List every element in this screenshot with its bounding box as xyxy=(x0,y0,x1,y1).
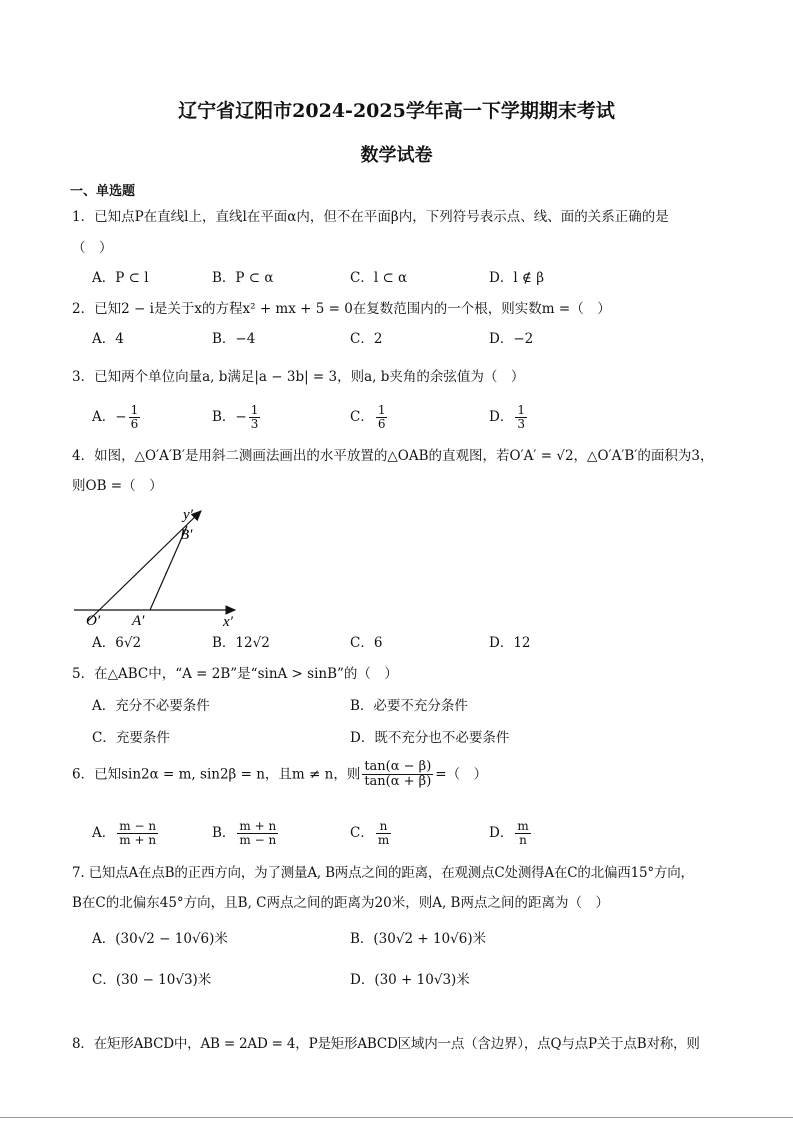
q5-option-a[interactable]: A．充分不必要条件 xyxy=(92,698,210,714)
q6-option-d[interactable] xyxy=(489,820,533,847)
q3-option-c-fraction xyxy=(376,404,388,431)
q6-option-c-num: n xyxy=(376,820,391,834)
x-axis-label: x′ xyxy=(223,614,233,630)
question-3-stem: 3．已知两个单位向量a, b满足|a − 3b| = 3，则a, b夹角的余弦值为（ ） xyxy=(72,369,525,385)
section-heading: 一、单选题 xyxy=(70,184,136,199)
point-a-label: A′ xyxy=(132,613,145,629)
q5-option-c[interactable]: C．充要条件 xyxy=(92,730,170,746)
q3-option-d-num: 1 xyxy=(517,403,525,417)
q7-option-d[interactable]: D．(30 + 10√3)米 xyxy=(350,972,470,988)
q6-option-d-num: m xyxy=(517,819,529,833)
q3-option-b-fraction xyxy=(249,404,261,431)
q6-stem-fraction xyxy=(362,760,433,790)
q2-option-c[interactable]: C．2 xyxy=(350,331,383,347)
q6-option-c-label: C． xyxy=(350,825,374,842)
q3-option-a-den: 6 xyxy=(130,417,139,432)
q7-option-c[interactable]: C．(30 − 10√3)米 xyxy=(92,972,212,988)
q3-option-c[interactable] xyxy=(350,404,389,431)
q6-option-b-fraction xyxy=(237,820,278,847)
q6-option-a-label: A． xyxy=(92,825,116,842)
q6-option-c-fraction xyxy=(376,820,391,847)
q6-stem-text: 6．已知sin2α = m, sin2β = n，且m ≠ n，则 xyxy=(72,766,361,783)
q3-option-b-num: 1 xyxy=(250,403,259,417)
q4-option-c[interactable]: C．6 xyxy=(350,635,383,651)
q5-option-b[interactable]: B．必要不充分条件 xyxy=(350,698,468,714)
q1-option-d[interactable]: D．l ∉ β xyxy=(489,270,545,286)
q4-option-d[interactable]: D．12 xyxy=(489,635,531,651)
q2-option-a[interactable]: A．4 xyxy=(92,331,124,347)
q3-option-d-fraction xyxy=(515,404,527,431)
q3-option-c-den: 6 xyxy=(377,417,386,432)
q6-option-b[interactable] xyxy=(212,820,280,847)
q3-option-a-fraction xyxy=(129,404,141,431)
y-axis-label: y′ xyxy=(183,507,193,523)
q3-option-c-label: C． xyxy=(350,409,374,426)
q3-option-a-sign: − xyxy=(115,409,127,426)
q3-option-a[interactable] xyxy=(92,404,142,431)
q7-option-b[interactable]: B．(30√2 + 10√6)米 xyxy=(350,931,487,947)
q3-option-d-label: D． xyxy=(489,409,514,426)
q6-option-d-label: D． xyxy=(489,825,514,842)
q6-option-b-den: m − n xyxy=(239,833,277,848)
question-7-stem: 7. 已知点A在点B的正西方向，为了测量A, B两点之间的距离，在观测点C处测得A在C的北偏西15°方向， xyxy=(72,865,694,881)
page-title: 辽宁省辽阳市2024-2025学年高一下学期期末考试 xyxy=(178,100,615,122)
q6-stem-frac-den: tan(α + β) xyxy=(364,774,432,790)
q6-stem-frac-num: tan(α − β) xyxy=(364,759,432,774)
q6-option-a-num: m − n xyxy=(119,819,157,833)
q2-option-b[interactable]: B．−4 xyxy=(212,331,256,347)
page-bottom-divider xyxy=(0,1117,793,1118)
page-subtitle: 数学试卷 xyxy=(360,145,433,166)
q3-option-c-num: 1 xyxy=(377,403,386,417)
question-2-stem: 2．已知2 − i是关于x的方程x² + mx + 5 = 0在复数范围内的一个根，则实数m =（ ） xyxy=(72,301,611,317)
q2-option-d[interactable]: D．−2 xyxy=(489,331,534,347)
point-b-label: B′ xyxy=(180,527,193,543)
q1-option-a[interactable]: A．P ⊂ l xyxy=(92,270,149,286)
question-6-stem xyxy=(72,760,487,790)
q3-option-b-label: B． xyxy=(212,409,236,426)
question-5-stem: 5．在△ABC中，“A = 2B”是“sinA > sinB”的（ ） xyxy=(72,666,398,682)
q6-option-b-label: B． xyxy=(212,825,236,842)
q6-option-a-fraction xyxy=(117,820,158,847)
q3-option-b-sign: − xyxy=(235,409,247,426)
q3-option-d[interactable] xyxy=(489,404,529,431)
q4-option-a[interactable]: A．6√2 xyxy=(92,635,142,651)
q6-option-d-fraction xyxy=(515,820,530,847)
question-8-stem: 8．在矩形ABCD中，AB = 2AD = 4，P是矩形ABCD区域内一点（含边界），点Q与点P关于点B对称，则 xyxy=(72,1036,700,1052)
q1-option-c[interactable]: C．l ⊂ α xyxy=(350,270,408,286)
q3-option-a-num: 1 xyxy=(130,403,139,417)
q7-option-a[interactable]: A．(30√2 − 10√6)米 xyxy=(92,931,228,947)
q1-option-b[interactable]: B．P ⊂ α xyxy=(212,270,274,286)
q6-option-c-den: m xyxy=(377,833,390,848)
q3-option-d-den: 3 xyxy=(517,417,525,432)
question-1-stem: 1．已知点P在直线l上，直线l在平面α内，但不在平面β内，下列符号表示点、线、面的关系正确的是 xyxy=(72,209,669,225)
q6-option-a-den: m + n xyxy=(119,833,157,848)
question-4-stem: 4．如图，△O′A′B′是用斜二测画法画出的水平放置的△OAB的直观图，若O′A′ = √2，△O′A′B′的面积为3， xyxy=(72,448,714,464)
q3-option-b[interactable] xyxy=(212,404,262,431)
q6-stem-tail: =（ ） xyxy=(435,766,488,783)
question-4-stem-cont: 则OB =（ ） xyxy=(72,478,163,494)
q6-option-b-num: m + n xyxy=(239,819,277,833)
q6-option-d-den: n xyxy=(519,833,527,848)
q6-option-c[interactable] xyxy=(350,820,393,847)
q6-option-a[interactable] xyxy=(92,820,160,847)
point-o-label: O′ xyxy=(86,613,101,629)
oblique-projection-figure xyxy=(70,500,250,630)
q3-option-a-label: A． xyxy=(92,409,116,426)
question-7-stem-cont: B在C的北偏东45°方向，且B, C两点之间的距离为20米，则A, B两点之间的距离为（ ） xyxy=(72,895,609,911)
q5-option-d[interactable]: D．既不充分也不必要条件 xyxy=(350,730,510,746)
q3-option-b-den: 3 xyxy=(250,417,259,432)
question-1-stem-cont: （ ） xyxy=(72,240,113,256)
q4-option-b[interactable]: B．12√2 xyxy=(212,635,270,651)
